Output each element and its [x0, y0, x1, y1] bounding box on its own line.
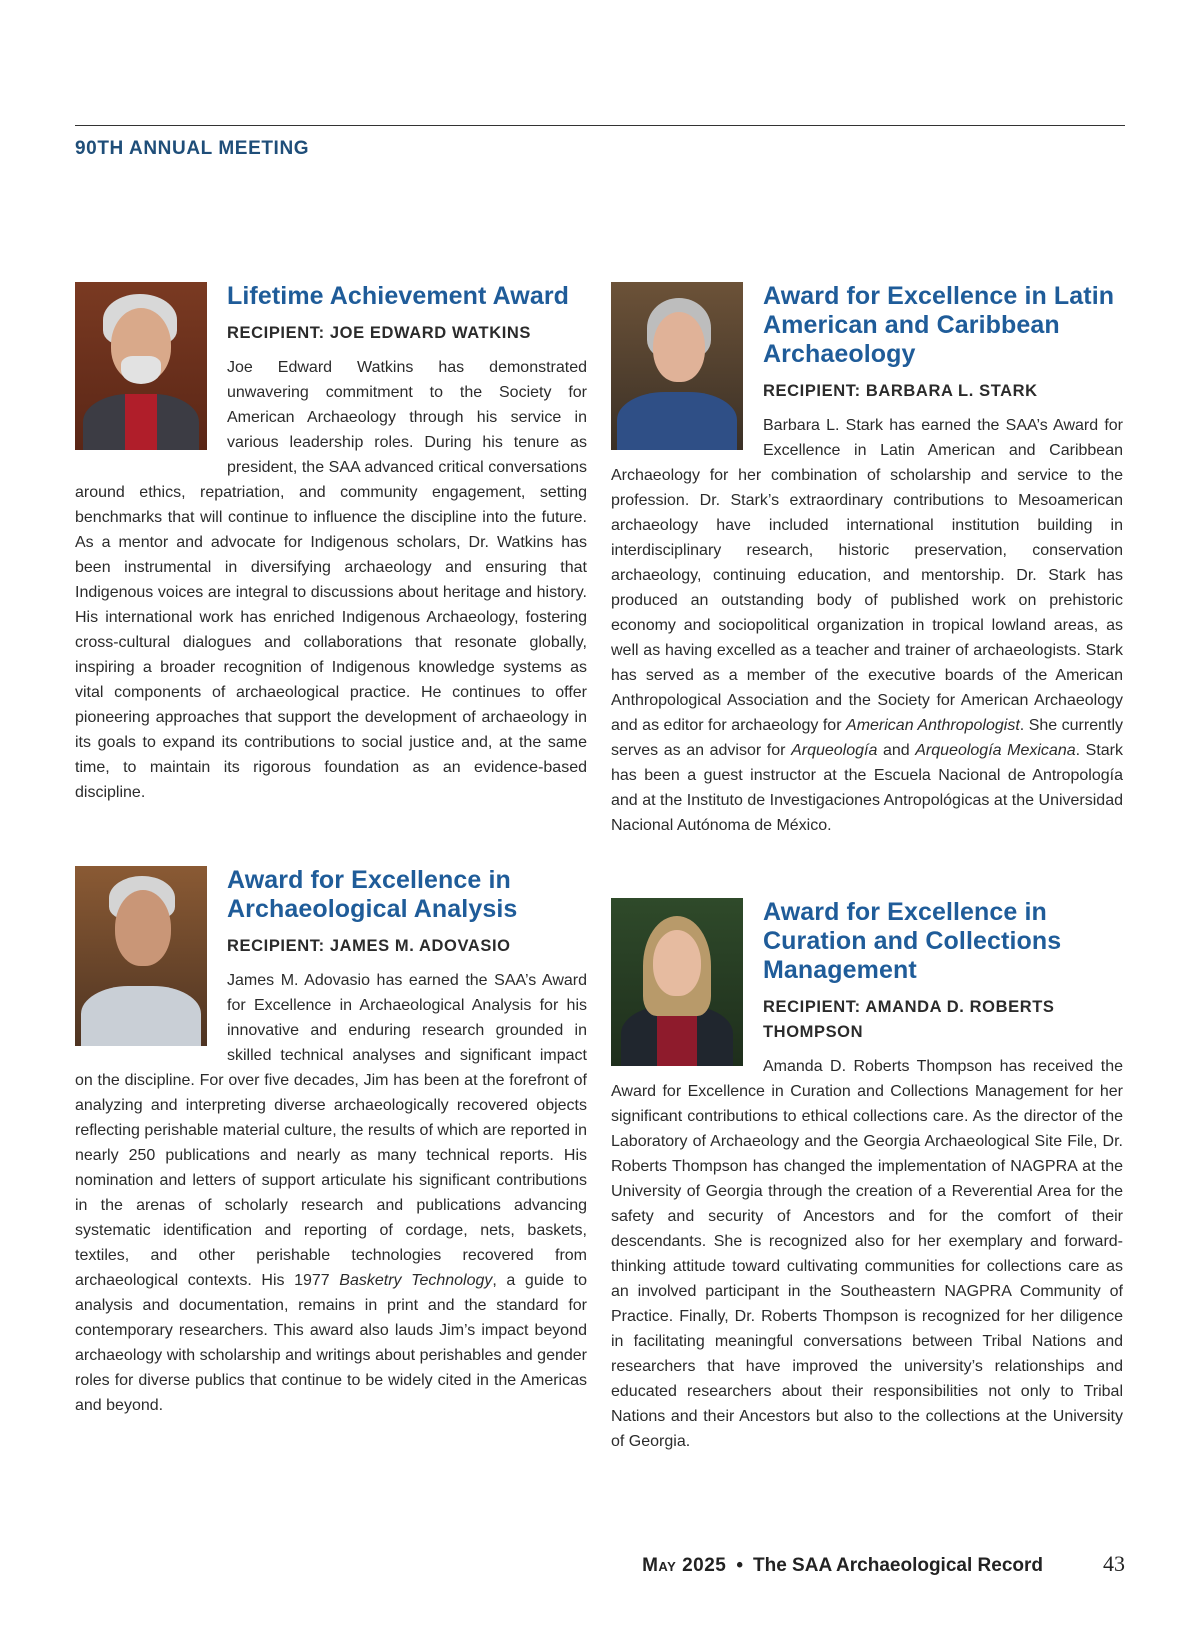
- award-description: James M. Adovasio has earned the SAA’s Award for Excellence in Archaeological Analysis for his innovative and enduring research grounded in skilled technical analyses and significant impact on the discipline. For over five decades, Jim has been at the forefront of analyzing and interpreting diverse archaeologically recovered objects reflecting perishable material culture, the results of which are reported in nearly 250 publications and nearly as many technical reports. His nomination and letters of support articulate his significant contributions in the arenas of scholarly research and publications advancing systematic identification and reporting of cordage, nets, baskets, textiles, and other perishable technologies recovered from archaeological contexts. His 1977 Basketry Technology, a guide to analysis and documentation, remains in print and the standard for contemporary researchers. This award also lauds Jim’s impact beyond archaeology with scholarship and writings about perishables and gender roles for diverse publics that continue to be widely cited in the Americas and beyond.: [75, 972, 588, 1414]
- left-column-lower: [75, 866, 587, 1418]
- award-latin-american-caribbean: [611, 282, 1123, 838]
- portrait-barbara-l-stark: [611, 282, 743, 450]
- publication-name: The SAA Archaeological Record: [753, 1555, 1043, 1576]
- award-title: Award for Excellence in Latin American and Caribbean Archaeology: [763, 282, 1115, 368]
- recipient-name: RECIPIENT: JAMES M. ADOVASIO: [227, 937, 511, 955]
- right-column: [611, 282, 1123, 838]
- award-title: Lifetime Achievement Award: [227, 282, 570, 310]
- award-archaeological-analysis: [75, 866, 587, 1418]
- portrait-james-m-adovasio: [75, 866, 207, 1046]
- award-description: Barbara L. Stark has earned the SAA’s Award for Excellence in Latin American and Caribbean Archaeology for her combination of scholarship and service to the profession. Dr. Stark’s extraordinary contributions to Mesoamerican archaeology have included international institution building in interdisciplinary research, historic preservation, conservation archaeology, continuing education, and mentorship. Dr. Stark has produced an outstanding body of published work on prehistoric economy and sociopolitical organization in tropical lowland areas, as well as having excelled as a teacher and trainer of archaeologists. Stark has served as a member of the executive boards of the American Anthropological Association and the Society for American Archaeology and as editor for archaeology for American Anthropologist. She currently serves as an advisor for Arqueología and Arqueología Mexicana. Stark has been a guest instructor at the Escuela Nacional de Antropología and at the Instituto de Investigaciones Antropológicas at the Universidad Nacional Autónoma de México.: [611, 417, 1124, 834]
- recipient-name: RECIPIENT: JOE EDWARD WATKINS: [227, 324, 532, 342]
- right-column-lower: [611, 898, 1123, 1454]
- left-column: [75, 282, 587, 805]
- issue-date: May 2025: [642, 1555, 727, 1576]
- journal-title: Arqueología: [791, 742, 878, 759]
- running-head: 90TH ANNUAL MEETING: [75, 138, 310, 159]
- page-footer: [642, 1551, 1125, 1577]
- award-curation-collections: [611, 898, 1123, 1454]
- footer-bullet: •: [736, 1555, 743, 1576]
- award-description: Amanda D. Roberts Thompson has received the Award for Excellence in Curation and Collections Management for her significant contributions to ethical collections care. As the director of the Laboratory of Archaeology and the Georgia Archaeological Site File, Dr. Roberts Thompson has changed the implementation of NAGPRA at the University of Georgia through the creation of a Reverential Area for the safety and security of Ancestors and for the comfort of their descendants. She is recognized also for her exemplary and forward-thinking attitude toward cultivating communities for collections care as an involved participant in the Southeastern NAGPRA Community of Practice. Finally, Dr. Roberts Thompson is recognized for her diligence in facilitating meaningful conversations between Tribal Nations and researchers that have improved the university’s relationships and educated researchers about their responsibilities not only to Tribal Nations and their Ancestors but also to the collections at the University of Georgia.: [611, 1058, 1123, 1450]
- award-lifetime-achievement: [75, 282, 587, 805]
- portrait-amanda-d-roberts-thompson: [611, 898, 743, 1066]
- award-title: Award for Excellence in Archaeological Analysis: [227, 866, 518, 923]
- award-title: Award for Excellence in Curation and Collections Management: [763, 898, 1062, 984]
- book-title: Basketry Technology: [339, 1272, 493, 1289]
- portrait-joe-edward-watkins: [75, 282, 207, 450]
- journal-title: American Anthropologist: [846, 717, 1020, 734]
- header-rule: [75, 125, 1125, 126]
- page-number: 43: [1103, 1551, 1125, 1576]
- recipient-name: RECIPIENT: BARBARA L. STARK: [763, 382, 1038, 400]
- recipient-name: RECIPIENT: AMANDA D. ROBERTS THOMPSON: [763, 998, 1055, 1041]
- journal-title: Arqueología Mexicana: [915, 742, 1076, 759]
- award-description: Joe Edward Watkins has demonstrated unwavering commitment to the Society for American Archaeology through his service in various leadership roles. During his tenure as president, the SAA advanced critical conversations around ethics, repatriation, and community engagement, setting benchmarks that will continue to influence the discipline into the future. As a mentor and advocate for Indigenous scholars, Dr. Watkins has been instrumental in diversifying archaeology and ensuring that Indigenous voices are integral to discussions about heritage and history. His international work has enriched Indigenous Archaeology, fostering cross-cultural dialogues and collaborations that resonate globally, inspiring a broader recognition of Indigenous knowledge systems as vital components of archaeological practice. He continues to offer pioneering approaches that support the development of archaeology in its goals to expand its contributions to social justice and, at the same time, to maintain its rigorous foundation as an evidence-based discipline.: [75, 359, 587, 801]
